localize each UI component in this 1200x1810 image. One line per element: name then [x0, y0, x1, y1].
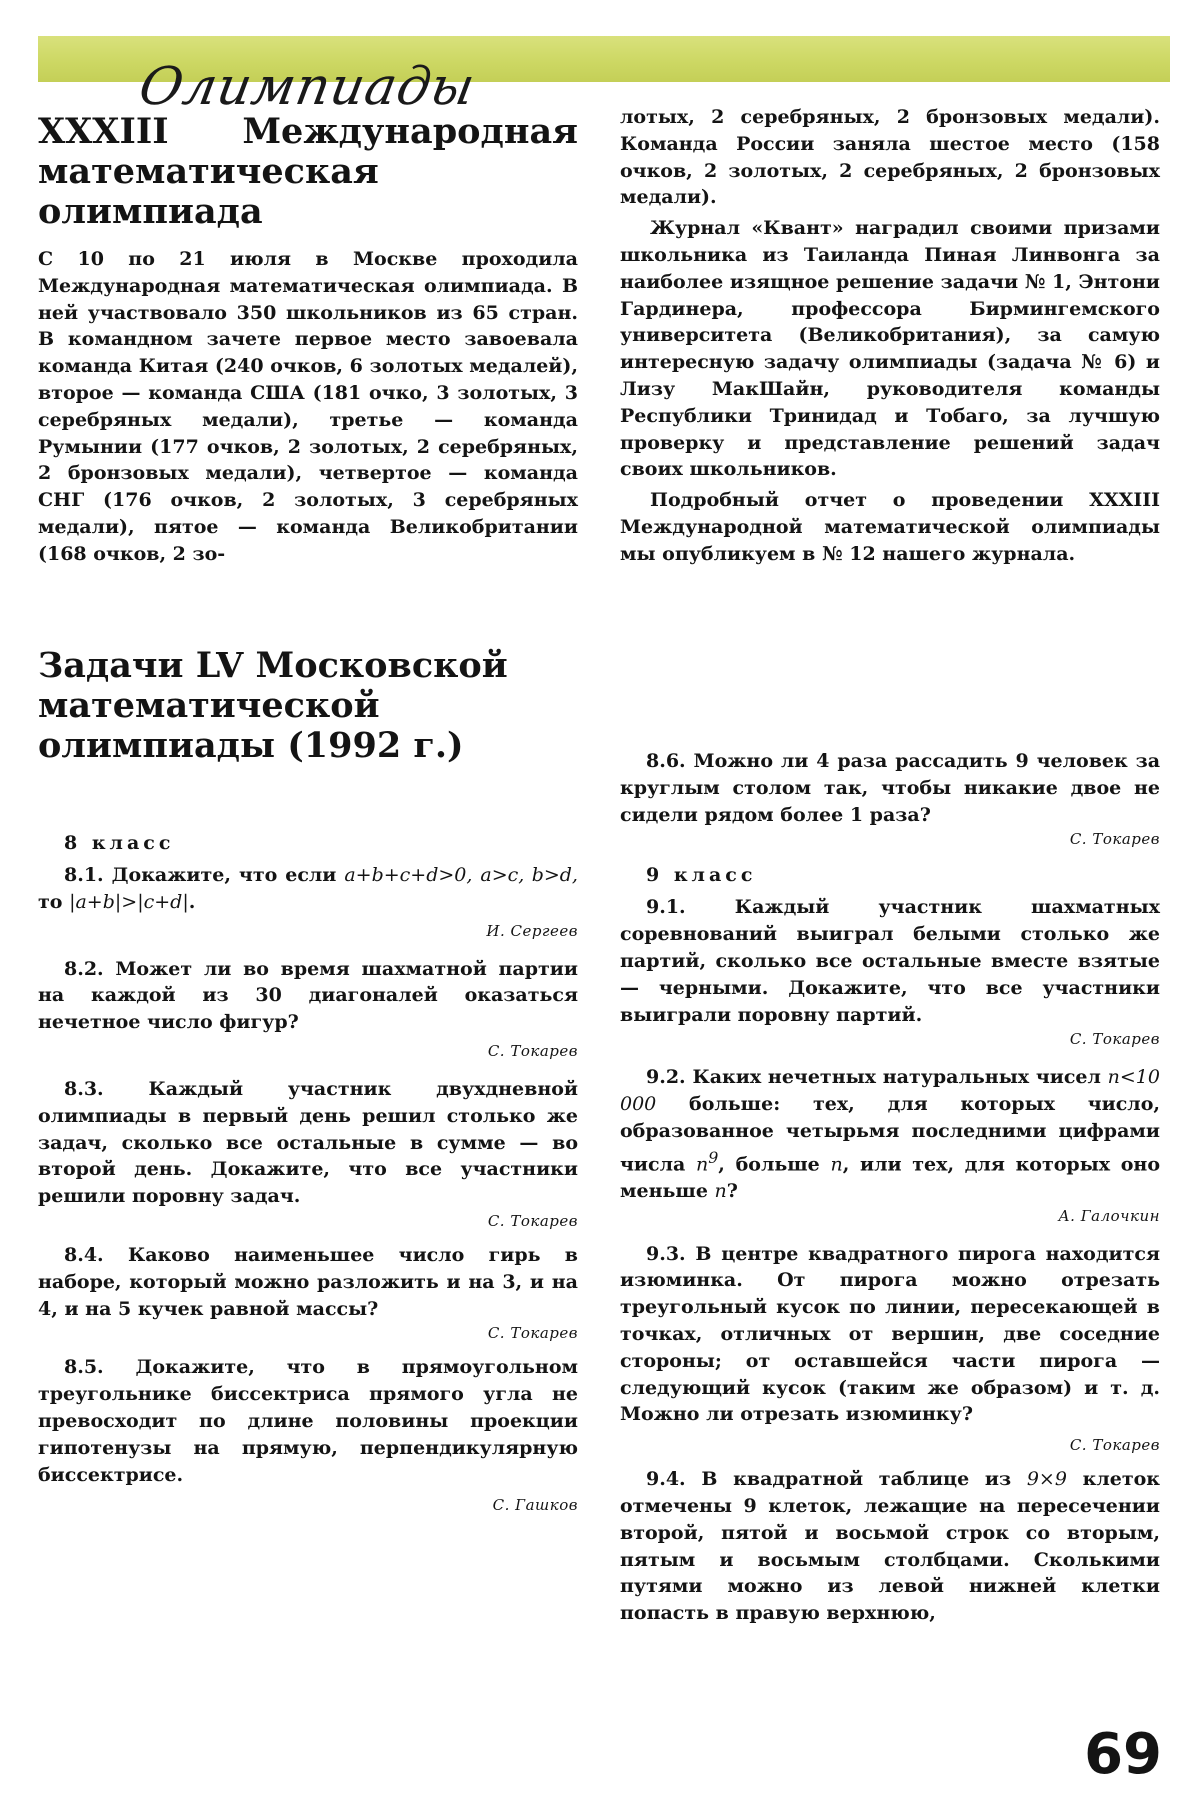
article2-title: Задачи LV Московской математической олимпиады (1992 г.) — [38, 645, 508, 766]
section-title: Олимпиады — [134, 57, 480, 117]
problem-number: 9.3. — [646, 1242, 686, 1265]
problem-author: С. Токарев — [487, 1324, 578, 1343]
problem-author: С. Токарев — [1069, 1436, 1160, 1455]
problem-9-4 — [620, 1466, 1160, 1627]
grade9-heading: 9 класс — [646, 864, 757, 887]
problem-8-5 — [38, 1354, 578, 1488]
problem-text: Может ли во время шахматной партии на каждой из 30 диагоналей оказаться нечетное число фигур? — [38, 957, 578, 1034]
problem-8-6 — [620, 748, 1160, 828]
math-expression: n — [830, 1153, 843, 1176]
problem-number: 8.2. — [64, 957, 104, 980]
problem-author: С. Токарев — [487, 1211, 578, 1230]
grade8-heading: 8 класс — [64, 832, 175, 854]
section-banner — [38, 36, 1170, 117]
problem-text: , больше — [718, 1153, 831, 1176]
article2-left-column — [38, 646, 578, 1516]
problem-number: 9.4. — [646, 1468, 686, 1491]
article1-paragraph-4: Подробный отчет о проведении XXXIII Международной математической олимпиады мы опубликуем в № 12 нашего журнала. — [620, 489, 1160, 565]
article2-right-column — [620, 748, 1160, 1627]
problem-9-3 — [620, 1241, 1160, 1429]
problem-8-3 — [38, 1076, 578, 1210]
math-expression: |a+b|>|c+d| — [69, 890, 189, 913]
article1-body-left — [38, 246, 578, 568]
problem-number: 9.2. — [646, 1066, 686, 1089]
math-expression: a+b+c+d>0, — [344, 864, 473, 886]
article1-paragraph-1: С 10 по 21 июля в Москве проходила Международная математическая олимпиада. В ней участвовало 350 школьников из 65 стран. В командном зачете первое место завоевала команда Китая (240 очков, 6 золотых медалей), второе — команда США (181 очко, 3 золотых, 3 серебряных медали), третье — команда Румынии (177 очков, 2 золотых, 2 серебряных, 2 бронзовых медали), четвертое — команда СНГ (176 очков, 2 золотых, 3 серебряных медали), пятое — команда Великобритании (168 очков, 2 зо- — [38, 248, 578, 565]
problem-number: 8.5. — [64, 1356, 104, 1379]
problem-text: В квадратной таблице из — [701, 1468, 1027, 1491]
problem-author: С. Токарев — [487, 1041, 578, 1060]
problem-number: 8.1. — [64, 864, 104, 886]
problem-8-1 — [38, 862, 578, 916]
problem-9-1 — [620, 894, 1160, 1028]
problem-text: Можно ли 4 раза рассадить 9 человек за круглым столом так, чтобы никакие двое не сидели рядом более 1 раза? — [620, 750, 1160, 826]
problem-text: Каждый участник шахматных соревнований выиграл белыми столько же партий, сколько все остальные вместе взятые — черными. Докажите, что все участники выиграли поровну партий. — [620, 896, 1160, 1026]
problem-number: 8.6. — [646, 750, 686, 772]
problem-8-4 — [38, 1242, 578, 1322]
problem-author: С. Токарев — [1069, 1030, 1160, 1049]
article1-paragraph-2: лотых, 2 серебряных, 2 бронзовых медали). Команда России заняла шестое место (158 очков, 2 золотых, 2 серебряных, 2 бронзовых медали). — [620, 106, 1160, 209]
problem-text: Каждый участник двухдневной олимпиады в первый день решил столько же задач, сколько все остальные в сумме — во второй день. Докажите, что все участники решили поровну задач. — [38, 1077, 578, 1208]
math-expression: n<10 000 — [620, 1066, 1160, 1116]
problem-author: С. Гашков — [492, 1496, 578, 1515]
problem-text: В центре квадратного пирога находится изюминка. От пирога можно отрезать треугольный кусок по линии, пересекающей в точках, отличных от вершин, две соседние стороны; от оставшейся части пирога — следующий кусок (таким же образом) и т. д. Можно ли отрезать изюминку? — [620, 1242, 1160, 1426]
problem-author: И. Сергеев — [486, 921, 578, 940]
problem-text: , или тех, для которых оно меньше — [620, 1153, 1161, 1202]
problem-9-2 — [620, 1064, 1160, 1204]
problem-author: А. Галочкин — [1058, 1206, 1160, 1225]
article1-title: XXXIII Международная математическая олимпиада — [38, 111, 578, 232]
problem-text: Докажите, что в прямоугольном треугольнике биссектриса прямого угла не превосходит по длине половины проекции гипотенузы на прямую, перпендикулярную биссектрисе. — [38, 1356, 578, 1486]
problem-text: Каково наименьшее число гирь в наборе, который можно разложить и на 3, и на 4, и на 5 кучек равной массы? — [38, 1243, 578, 1320]
problem-text: ? — [726, 1179, 738, 1202]
math-expression: n — [714, 1179, 727, 1202]
page-number: 69 — [1084, 1722, 1162, 1787]
problem-number: 9.1. — [646, 896, 686, 919]
problem-text: Докажите, что если — [111, 864, 345, 886]
problem-text: . — [188, 890, 196, 913]
problem-text: клеток отмечены 9 клеток, лежащие на пересечении второй, пятой и восьмой строк со вторым, пятым и восьмым столбцами. Сколькими путями можно из левой нижней клетки попасть в правую верхнюю, — [620, 1468, 1161, 1625]
problem-number: 8.3. — [64, 1077, 104, 1100]
problem-text: больше: тех, для которых число, образованное четырьмя последними цифрами числа — [620, 1093, 1160, 1176]
math-expression: n — [695, 1153, 709, 1176]
article1-left-column — [38, 112, 578, 232]
math-expression: 9×9 — [1026, 1468, 1067, 1491]
problem-8-2 — [38, 956, 578, 1036]
math-superscript: 9 — [708, 1147, 719, 1167]
problem-text: то — [38, 890, 70, 913]
problem-text: Каких нечетных натуральных чисел — [692, 1066, 1108, 1089]
math-expression: a>c, b>d, — [480, 864, 578, 886]
problem-number: 8.4. — [64, 1243, 104, 1266]
article1-paragraph-3: Журнал «Квант» наградил своими призами школьника из Таиланда Пиная Линвонга за наиболее изящное решение задачи № 1, Энтони Гардинера, профессора Бирмингемского университета (Великобритания), за самую интересную задачу олимпиады (задача № 6) и Лизу МакШайн, руководителя команды Республики Тринидад и Тобаго, за лучшую проверку и представление решений задач своих школьников. — [620, 217, 1160, 481]
article1-right-column — [620, 104, 1160, 568]
problem-author: С. Токарев — [1069, 830, 1160, 849]
